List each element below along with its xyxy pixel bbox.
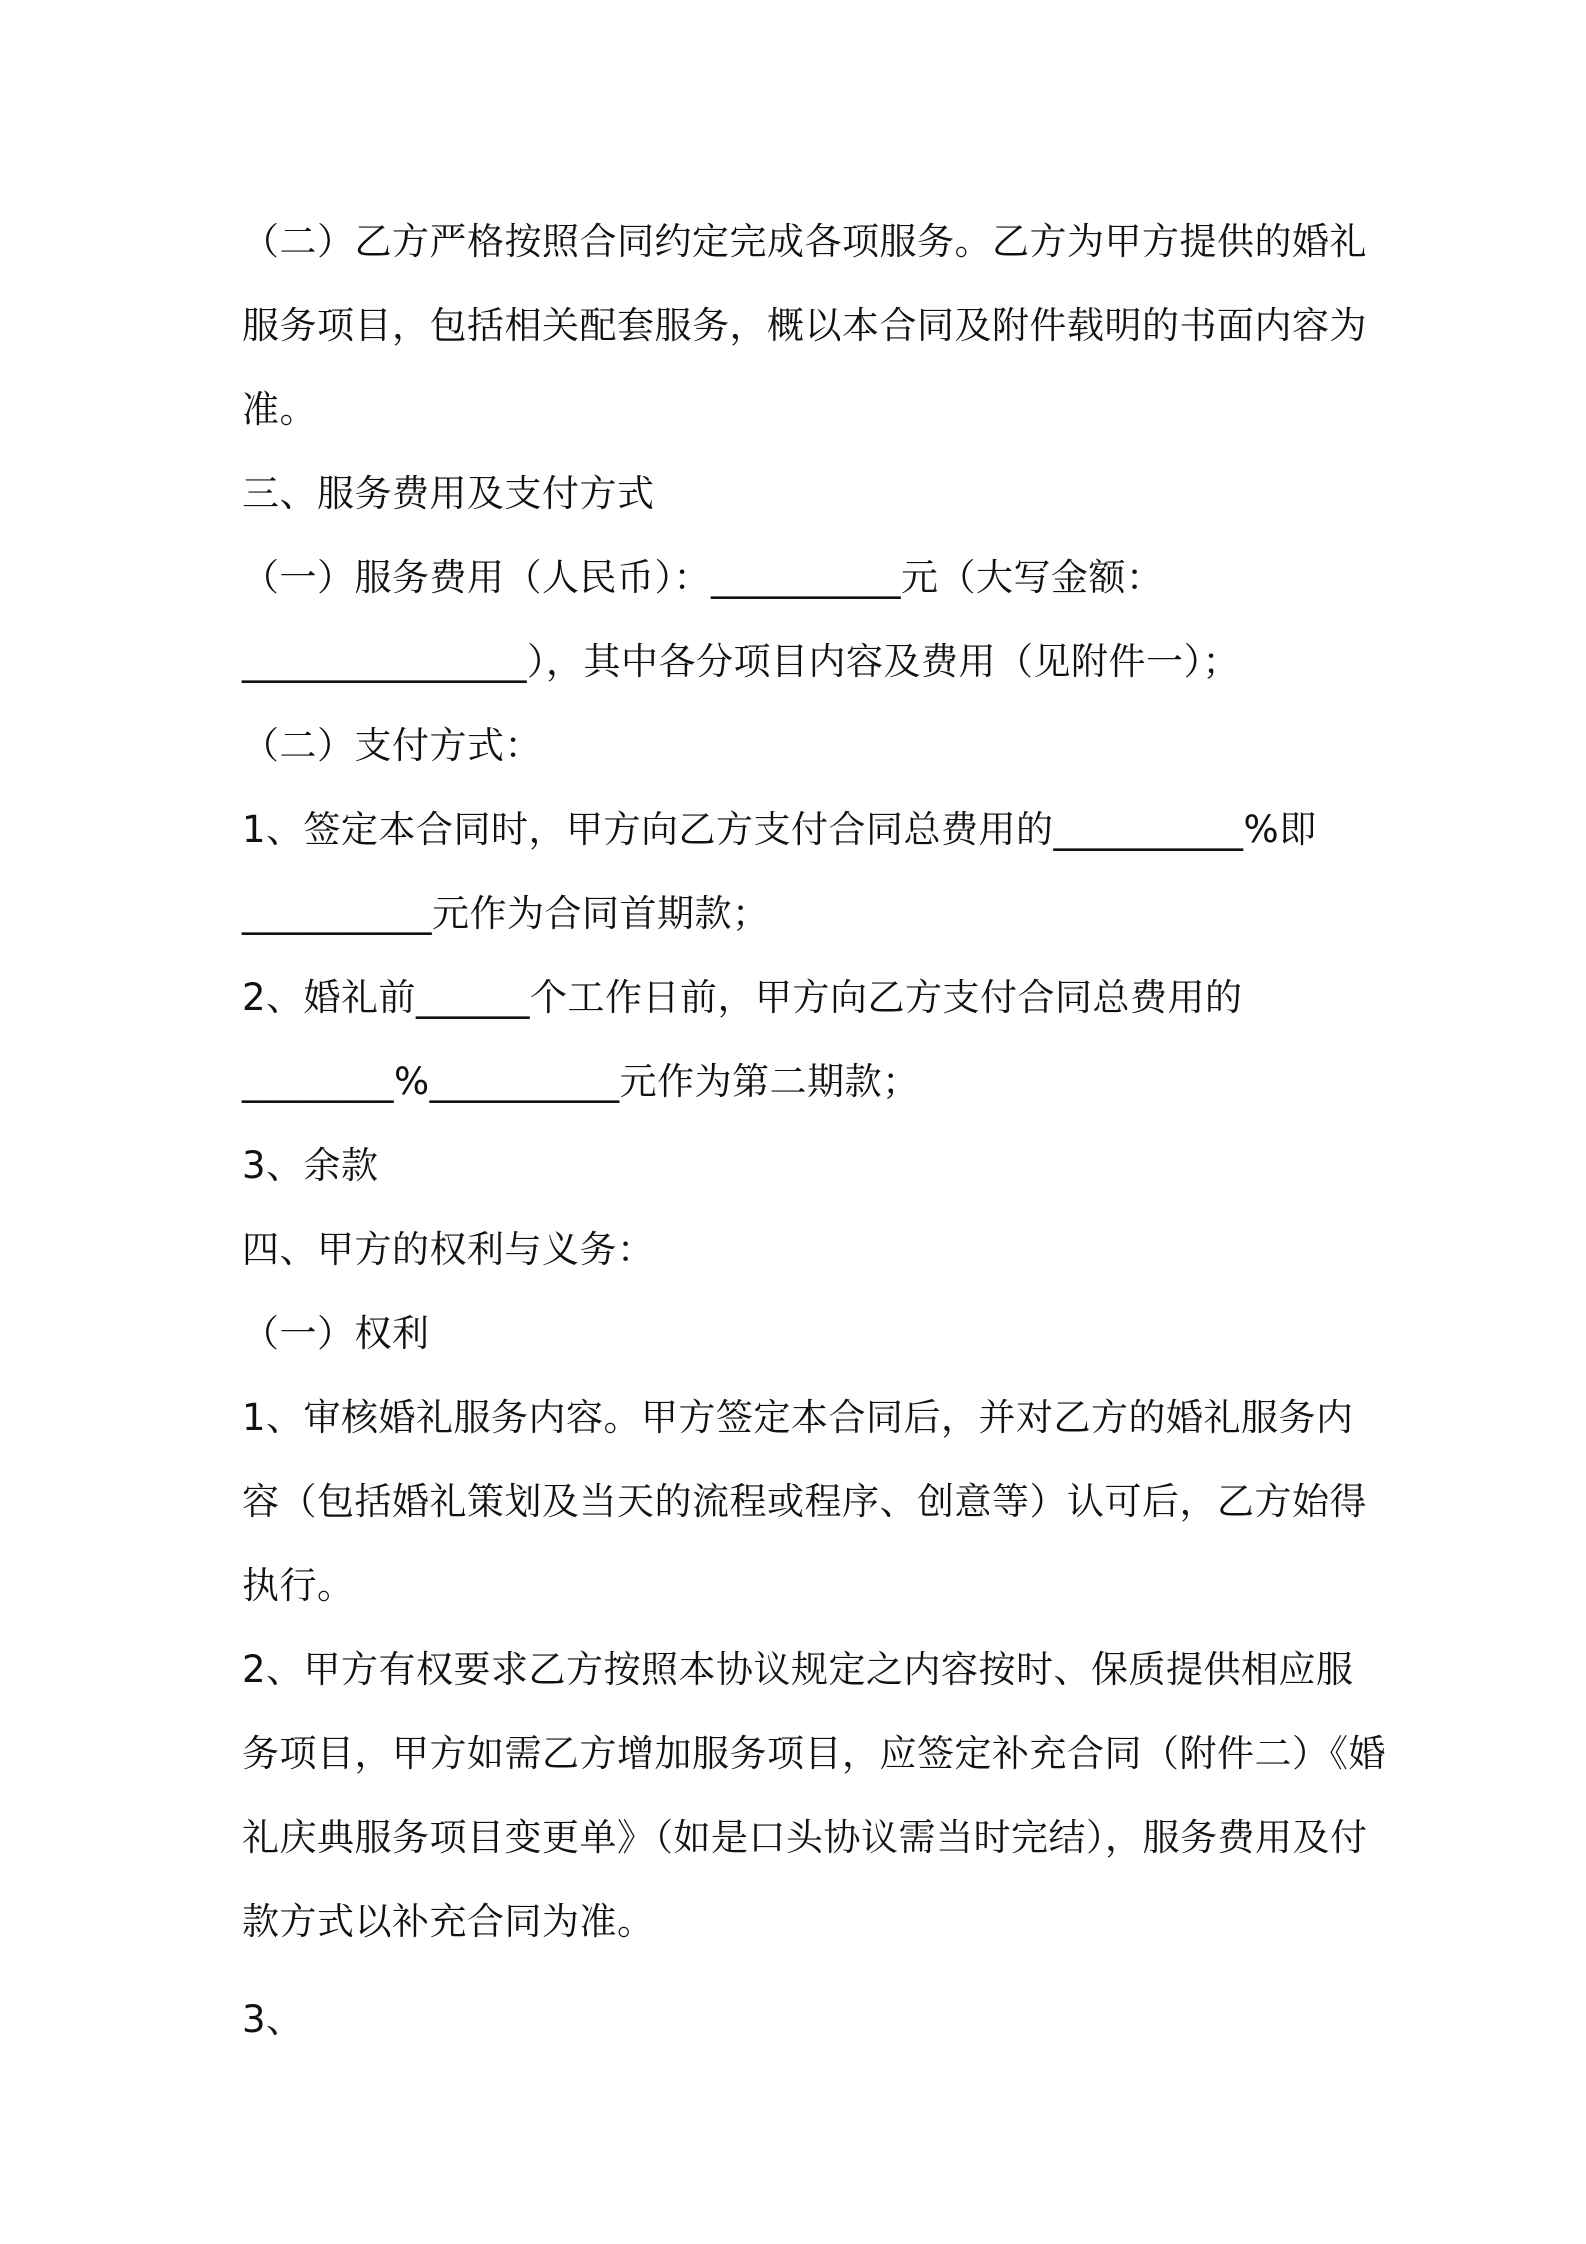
document-body [242,200,1386,2062]
subsection-heading: （一）权利 [242,1312,430,1355]
paragraph-line: _______________），其中各分项目内容及费用（见附件一）； [242,640,1240,683]
paragraph-line: 容（包括婚礼策划及当天的流程或程序、创意等）认可后，乙方始得 [242,1480,1367,1523]
paragraph-line: 礼庆典服务项目变更单》（如是口头协议需当时完结），服务费用及付 [242,1816,1368,1859]
paragraph-line: （二）乙方严格按照合同约定完成各项服务。乙方为甲方提供的婚礼 [242,220,1367,263]
paragraph-line: （一）服务费用（人民币）：__________元（大写金额： [242,556,1164,599]
paragraph-line: 3、 [242,1998,304,2041]
paragraph-line: __________元作为合同首期款； [242,892,770,935]
paragraph-line: 服务项目，包括相关配套服务，概以本合同及附件载明的书面内容为 [242,304,1367,347]
section-heading: 三、服务费用及支付方式 [242,472,655,515]
paragraph-line: 款方式以补充合同为准。 [242,1900,655,1943]
subsection-heading: （二）支付方式： [242,724,542,767]
section-heading: 四、甲方的权利与义务： [242,1228,655,1271]
paragraph-line: 1、审核婚礼服务内容。甲方签定本合同后，并对乙方的婚礼服务内 [242,1396,1354,1439]
paragraph-line: 3、余款 [242,1144,379,1187]
paragraph-line: ________%__________元作为第二期款； [242,1060,920,1103]
paragraph-line: 1、签定本合同时，甲方向乙方支付合同总费用的__________%即 [242,808,1317,851]
paragraph-line: 务项目，甲方如需乙方增加服务项目，应签定补充合同（附件二）《婚 [242,1732,1386,1775]
paragraph-line: 2、甲方有权要求乙方按照本协议规定之内容按时、保质提供相应服 [242,1648,1354,1691]
paragraph-line: 2、婚礼前______个工作日前，甲方向乙方支付合同总费用的 [242,976,1243,1019]
paragraph-line: 准。 [242,388,317,431]
paragraph-line: 执行。 [242,1564,355,1607]
